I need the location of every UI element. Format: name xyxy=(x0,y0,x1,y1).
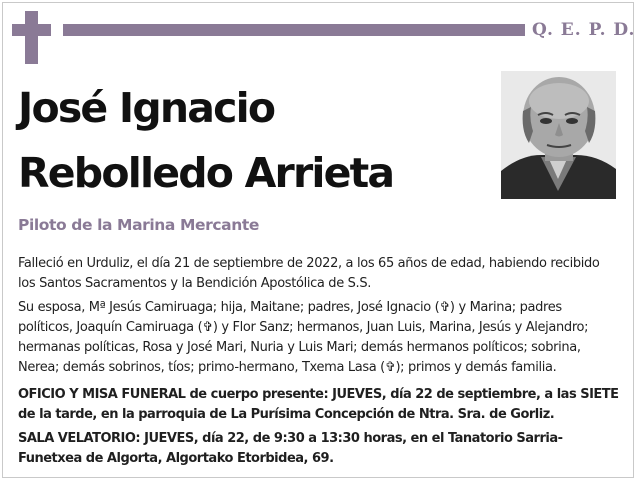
occupation-subtitle: Piloto de la Marina Mercante xyxy=(18,216,259,234)
qepd-label: Q. E. P. D. xyxy=(532,20,636,40)
header-rule xyxy=(63,24,525,36)
deceased-name-line2: Rebolledo Arrieta xyxy=(18,149,394,197)
cross-icon-vertical xyxy=(25,11,38,64)
portrait-photo xyxy=(501,71,616,199)
funeral-mass-paragraph: OFICIO Y MISA FUNERAL de cuerpo presente: JUEVES, día 22 de septiembre, a las SIETE de la tarde, en la parroquia de La Purísima Concepción de Ntra. Sra. de Gorliz. xyxy=(18,387,619,422)
death-notice-paragraph: Falleció en Urduliz, el día 21 de septiembre de 2022, a los 65 años de edad, habiendo recibido los Santos Sacramentos y la Bendición Apostólica de S.S. xyxy=(18,256,600,291)
cross-icon-horizontal xyxy=(12,24,51,36)
wake-room-paragraph: SALA VELATORIO: JUEVES, día 22, de 9:30 a 13:30 horas, en el Tanatorio Sarria-Funetxea de Algorta, Algortako Etorbidea, 69. xyxy=(18,431,563,466)
family-paragraph: Su esposa, Mª Jesús Camiruaga; hija, Maitane; padres, José Ignacio (✞) y Marina; padres políticos, Joaquín Camiruaga (✞) y Flor Sanz; hermanos, Juan Luis, Marina, Jesús y Alejandro; hermanas políticas, Rosa y José Mari, Nuria y Luis Mari; demás hermanos políticos; sobrina, Nerea; demás sobrinos, tíos; primo-hermano, Txema Lasa (✞); primos y demás familia. xyxy=(18,300,589,375)
deceased-name-line1: José Ignacio xyxy=(18,84,275,132)
